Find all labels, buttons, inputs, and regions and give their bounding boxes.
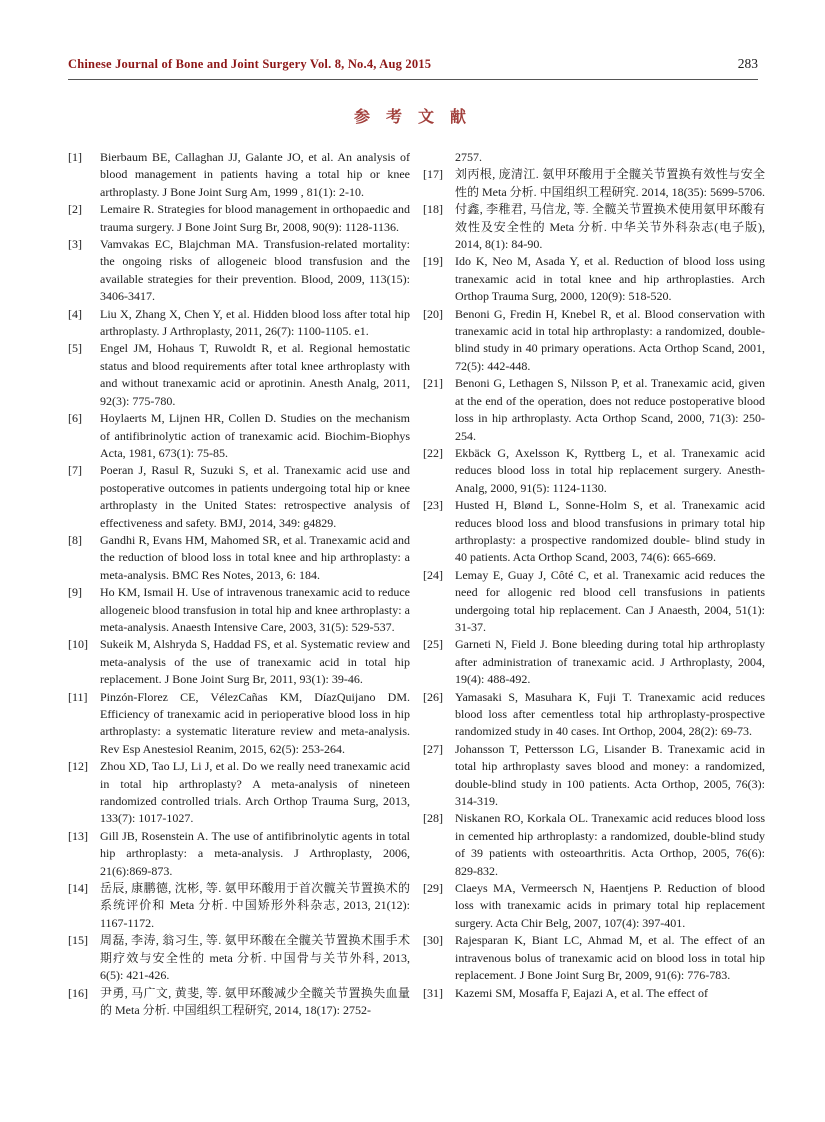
reference-number: [13]	[68, 828, 88, 843]
page-number: 283	[737, 56, 758, 71]
reference-item	[423, 689, 765, 741]
reference-text: Johansson T, Pettersson LG, Lisander B. Tranexamic acid in total hip arthroplasty saves blood and money: a randomized, double-blind study in 100 patients. Acta Orthop, 2005, 76(3): 314-319.	[455, 741, 765, 809]
reference-number: [23]	[423, 498, 443, 513]
reference-text: Hoylaerts M, Lijnen HR, Collen D. Studies on the mechanism of antifibrinolytic action of tranexamic acid. Biochim-Biophys Acta, 1981, 673(1): 75-85.	[100, 411, 410, 460]
reference-text: Claeys MA, Vermeersch N, Haentjens P. Reduction of blood loss with tranexamic acids in primary total hip replacement surgery. Acta Chir Belg, 2007, 107(4): 397-401.	[455, 881, 765, 930]
reference-text: Garneti N, Field J. Bone bleeding during total hip arthroplasty after administration of tranexamic acid. J Arthroplasty, 2004, 19(4): 488-492.	[455, 637, 765, 687]
reference-number: [8]	[68, 532, 82, 547]
reference-item	[68, 758, 410, 828]
reference-item	[423, 149, 765, 166]
reference-number: [27]	[423, 741, 443, 756]
reference-text: Poeran J, Rasul R, Suzuki S, et al. Tranexamic acid use and postoperative outcomes in patients undergoing total hip or knee arthroplasty in the United States: retrospective analysis of effectiveness and safety. BMJ, 2014, 349: g4829.	[100, 463, 410, 530]
reference-item	[423, 375, 765, 445]
reference-text: 周磊, 李涛, 翁习生, 等. 氨甲环酸在全髋关节置换术围手术期疗效与安全性的 meta 分析. 中国骨与关节外科, 2013, 6(5): 421-426.	[100, 933, 410, 983]
reference-number: [26]	[423, 689, 443, 704]
reference-text: Husted H, Blønd L, Sonne-Holm S, et al. Tranexamic acid reduces blood loss and blood transfusions in primary total hip arthroplasty: a prospective randomized double- blind study in 40 patients. Acta Orthop Scand, 2003, 74(6): 665-669.	[455, 498, 765, 565]
reference-text: 2757.	[455, 150, 482, 164]
journal-title: Chinese Journal of Bone and Joint Surgery Vol. 8, No.4, Aug 2015	[68, 57, 432, 71]
reference-item	[68, 689, 410, 759]
reference-number: [1]	[68, 150, 82, 164]
reference-text: Ho KM, Ismail H. Use of intravenous tranexamic acid to reduce allogeneic blood transfusion in total hip and knee arthroplasty: a meta-analysis. Anaesth Intensive Care, 2003, 31(5): 529-537.	[100, 585, 410, 634]
reference-item	[423, 306, 765, 376]
reference-item	[68, 636, 410, 688]
header-rule	[68, 79, 758, 80]
reference-item	[423, 636, 765, 688]
reference-text: Kazemi SM, Mosaffa F, Eajazi A, et al. The effect of	[455, 985, 708, 1000]
reference-item	[68, 201, 410, 236]
reference-number: [31]	[423, 985, 443, 1000]
reference-item	[423, 445, 765, 497]
reference-text: Pinzón-Florez CE, VélezCañas KM, DíazQuijano DM. Efficiency of tranexamic acid in perioperative blood loss in hip arthroplasty: a systematic literature review and meta-analysis. Rev Esp Anestesiol Reanim, 2015, 62(5): 253-264.	[100, 689, 410, 756]
reference-number: [5]	[68, 341, 82, 356]
reference-item	[68, 880, 410, 932]
reference-text: 尹勇, 马广文, 黄斐, 等. 氨甲环酸减少全髋关节置换失血量的 Meta 分析. 中国组织工程研究, 2014, 18(17): 2752-	[100, 985, 410, 1017]
reference-item	[423, 497, 765, 567]
reference-text: Ekbäck G, Axelsson K, Ryttberg L, et al. Tranexamic acid reduces blood loss in total hip replacement surgery. Anesth-Analg, 2000, 91(5): 1124-1130.	[455, 445, 765, 495]
reference-item	[68, 584, 410, 636]
reference-number: [19]	[423, 254, 443, 269]
reference-number: [24]	[423, 567, 443, 582]
reference-item	[423, 567, 765, 637]
reference-text: Liu X, Zhang X, Chen Y, et al. Hidden blood loss after total hip arthroplasty. J Arthroplasty, 2011, 26(7): 1100-1105. e1.	[100, 306, 410, 339]
reference-text: Ido K, Neo M, Asada Y, et al. Reduction of blood loss using tranexamic acid in total knee and hip arthroplasties. Arch Orthop Trauma Surg, 2000, 120(9): 518-520.	[455, 254, 765, 304]
reference-number: [11]	[68, 689, 88, 704]
reference-item	[68, 340, 410, 410]
reference-text: Rajesparan K, Biant LC, Ahmad M, et al. The effect of an intravenous bolus of tranexamic acid on blood loss in total hip replacement. J Bone Joint Surg Br, 2009, 91(6): 776-783.	[455, 933, 765, 983]
reference-text: Engel JM, Hohaus T, Ruwoldt R, et al. Regional hemostatic status and blood requirements after total knee arthroplasty with and without tranexamic acid or aprotinin. Anesth Analg, 2011, 92(3): 775-780.	[100, 341, 410, 408]
reference-item	[68, 306, 410, 341]
reference-text: Niskanen RO, Korkala OL. Tranexamic acid reduces blood loss in cemented hip arthroplasty: a randomized, double-blind study of 39 patients with osteoarthritis. Acta Orthop, 2005, 76(6): 829-832.	[455, 811, 765, 878]
reference-text: Benoni G, Fredin H, Knebel R, et al. Blood conservation with tranexamic acid in total hip arthroplasty: a randomized, double-blind study in 40 primary operations. Acta Orthop Scand, 2001, 72(5): 442-448.	[455, 306, 765, 373]
reference-number: [16]	[68, 985, 88, 1000]
references-columns	[68, 149, 765, 1019]
reference-text: Gandhi R, Evans HM, Mahomed SR, et al. Tranexamic acid and the reduction of blood loss in total knee and hip arthroplasty: a meta-analysis. BMC Res Notes, 2013, 6: 184.	[100, 532, 410, 582]
reference-number: [17]	[423, 167, 443, 182]
reference-number: [29]	[423, 881, 443, 896]
reference-number: [6]	[68, 411, 82, 426]
reference-item	[423, 932, 765, 984]
reference-text: Lemay E, Guay J, Côté C, et al. Tranexamic acid reduces the need for allogenic red blood cell transfusions in patients undergoing total hip replacement. Can J Anaesth, 2004, 51(1): 31-37.	[455, 567, 765, 634]
reference-number: [25]	[423, 637, 443, 652]
reference-item	[68, 985, 410, 1020]
reference-text: Gill JB, Rosenstein A. The use of antifibrinolytic agents in total hip arthroplasty: a meta-analysis. J Arthroplasty, 2006, 21(6):869-873.	[100, 828, 410, 878]
reference-item	[423, 985, 765, 1002]
reference-text: 岳辰, 康鹏德, 沈彬, 等. 氨甲环酸用于首次髋关节置换术的系统评价和 Meta 分析. 中国矫形外科杂志, 2013, 21(12): 1167-1172.	[100, 881, 410, 930]
reference-number: [18]	[423, 202, 443, 217]
reference-item	[68, 410, 410, 462]
reference-number: [15]	[68, 933, 88, 948]
reference-number: [9]	[68, 585, 82, 600]
reference-item	[423, 741, 765, 811]
reference-text: Yamasaki S, Masuhara K, Fuji T. Tranexamic acid reduces blood loss after cementless total hip arthroplasty-prospective randomized study in 40 cases. Int Orthop, 2004, 28(2): 69-73.	[455, 689, 765, 739]
reference-text: Lemaire R. Strategies for blood management in orthopaedic and trauma surgery. J Bone Joint Surg Br, 2008, 90(9): 1128-1136.	[100, 202, 410, 234]
reference-item	[68, 149, 410, 201]
reference-number: [2]	[68, 202, 82, 217]
reference-text: Bierbaum BE, Callaghan JJ, Galante JO, et al. An analysis of blood management in patients having a total hip or knee arthroplasty. J Bone Joint Surg Am, 1999 , 81(1): 2-10.	[100, 150, 410, 199]
reference-number: [3]	[68, 237, 82, 252]
reference-number: [4]	[68, 306, 82, 321]
reference-number: [21]	[423, 376, 443, 391]
reference-item	[68, 932, 410, 984]
reference-text: Benoni G, Lethagen S, Nilsson P, et al. Tranexamic acid, given at the end of the operation, does not reduce postoperative blood loss in hip arthroplasty. Acta Orthop Scand, 2000, 71(3): 250-254.	[455, 376, 765, 443]
reference-text: Vamvakas EC, Blajchman MA. Transfusion-related mortality: the ongoing risks of allogeneic blood transfusion and the available strategies for their prevention. Blood, 2009, 113(15): 3406-3417.	[100, 237, 410, 304]
reference-number: [14]	[68, 881, 88, 896]
references-column-left	[68, 149, 410, 1019]
references-column-right	[423, 149, 765, 1019]
references-section-title: 参 考 文 献	[353, 109, 472, 126]
reference-item	[68, 462, 410, 532]
reference-item	[423, 810, 765, 880]
reference-item	[423, 880, 765, 932]
reference-text: Sukeik M, Alshryda S, Haddad FS, et al. Systematic review and meta-analysis of the use of tranexamic acid in total hip replacement. J Bone Joint Surg Br, 2011, 93(1): 39-46.	[100, 637, 410, 687]
reference-item	[68, 236, 410, 306]
reference-number: [30]	[423, 933, 443, 948]
reference-number: [22]	[423, 445, 443, 460]
reference-item	[423, 166, 765, 201]
reference-text: 刘丙根, 庞清江. 氨甲环酸用于全髋关节置换有效性与安全性的 Meta 分析. 中国组织工程研究. 2014, 18(35): 5699-5706.	[455, 167, 765, 199]
reference-text: Zhou XD, Tao LJ, Li J, et al. Do we really need tranexamic acid in total hip arthroplasty? A meta-analysis of nineteen randomized controlled trials. Arch Orthop Trauma Surg, 2013, 133(7): 1017-1027.	[100, 759, 410, 826]
reference-item	[68, 828, 410, 880]
reference-number: [10]	[68, 637, 88, 652]
reference-item	[423, 201, 765, 253]
reference-item	[423, 253, 765, 305]
reference-number: [12]	[68, 759, 88, 774]
running-header	[68, 56, 758, 72]
reference-number: [28]	[423, 811, 443, 826]
reference-item	[68, 532, 410, 584]
reference-number: [20]	[423, 306, 443, 321]
reference-number: [7]	[68, 463, 82, 478]
page-content	[68, 56, 765, 1019]
reference-text: 付鑫, 李稚君, 马信龙, 等. 全髋关节置换术使用氨甲环酸有效性及安全性的 Meta 分析. 中华关节外科杂志(电子版), 2014, 8(1): 84-90.	[455, 202, 765, 252]
